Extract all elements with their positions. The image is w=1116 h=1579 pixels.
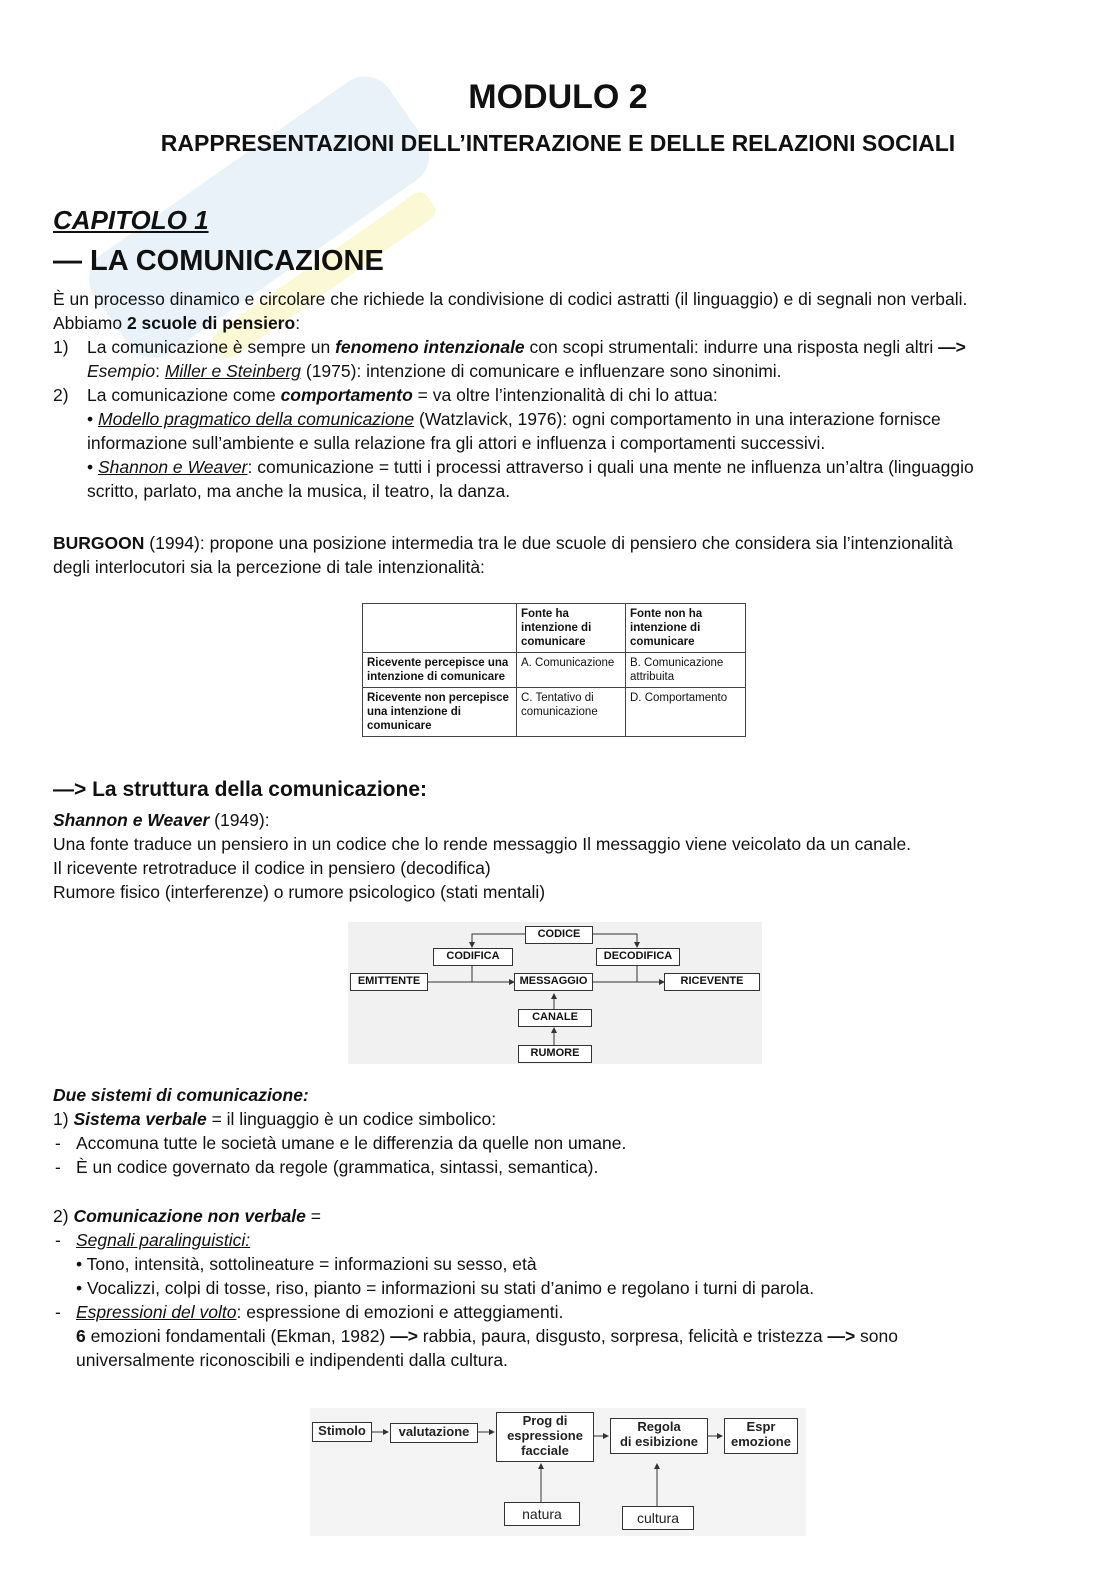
text: di esibizione [619,1434,698,1449]
term: comportamento [280,385,413,405]
table-row [363,653,746,688]
chapter-heading: — LA COMUNICAZIONE [53,245,384,277]
flow-espressione-emozione [724,1418,798,1454]
system-1 [53,1107,496,1132]
text: sono [855,1326,898,1346]
text: facciale [521,1443,569,1458]
diagram-canale: CANALE [518,1009,592,1027]
chapter-label: CAPITOLO 1 [53,205,209,235]
text: Regola [637,1419,681,1434]
text: (1994): propone una posizione intermedia tra le due scuole di pensiero che considera sia l’intenzionalità [144,533,953,553]
author-ref: Shannon e Weaver [98,457,248,477]
text: (1975): intenzione di comunicare e influenzare sono sinonimi. [301,361,782,381]
item-number: 2) [53,385,69,405]
communication-diagram [348,922,762,1064]
table-cell: B. Comunicazione attribuita [626,653,746,688]
text: 2) [53,1206,74,1226]
structure-line-3: Rumore fisico (interferenze) o rumore psicologico (stati mentali) [53,882,546,902]
intro-paragraph: È un processo dinamico e circolare che richiede la condivisione di codici astratti (il linguaggio) e di segnali non verbali. [53,289,968,309]
text: (Watzlavick, 1976): ogni comportamento in una interazione fornisce [414,409,941,429]
flow-valutazione: valutazione [390,1423,478,1443]
text: La comunicazione è sempre un [87,337,336,357]
text: rabbia, paura, disgusto, sorpresa, felicità e tristezza [417,1326,828,1346]
text: (1949): [209,810,270,830]
flow-natura: natura [504,1502,580,1526]
table-row [363,688,746,737]
bullet: • [87,457,98,477]
text: = il linguaggio è un codice simbolico: [206,1109,497,1129]
emotions-line-cont: universalmente riconoscibili e indipendenti dalla cultura. [76,1350,508,1370]
diagram-decodifica: DECODIFICA [596,948,680,966]
diagram-codifica: CODIFICA [433,948,513,966]
module-title: MODULO 2 [468,78,648,116]
structure-line-1: Una fonte traduce un pensiero in un codice che lo rende messaggio Il messaggio viene veicolato da un canale. [53,834,912,854]
systems-heading: Due sistemi di comunicazione: [53,1085,309,1105]
facial-expressions [76,1300,563,1325]
schools-count: 2 scuole di pensiero [126,313,296,333]
bullet-1 [87,407,941,432]
arrow: —> [938,337,966,357]
term: Espressioni del volto [76,1302,237,1322]
term: fenomeno intenzionale [335,337,525,357]
text: = [305,1206,321,1226]
diagram-messaggio: MESSAGGIO [514,973,593,991]
text: Espr [746,1419,776,1434]
model-ref: Modello pragmatico della comunicazione [98,409,415,429]
system-1-point-1: Accomuna tutte le società umane e le differenzia da quelle non umane. [76,1133,627,1153]
bullet-2-cont: scritto, parlato, ma anche la musica, il teatro, la danza. [87,481,511,501]
bullet-1-cont: informazione sull’ambiente e sulla relazione fra gli attori e influenza i comportamenti successivi. [87,433,826,453]
burgoon-line-2: degli interlocutori sia la percezione di tale intenzionalità: [53,557,485,577]
arrow: —> [390,1326,418,1346]
paralinguistic-title: Segnali paralinguistici: [76,1230,251,1250]
burgoon-table [362,603,746,737]
text: Prog di [522,1413,568,1428]
text: : espressione di emozioni e atteggiamenti. [236,1302,564,1322]
table-cell: C. Tentativo di comunicazione [517,688,626,737]
text: Abbiamo [53,313,127,333]
diagram-rumore: RUMORE [518,1045,592,1063]
flow-programma-espressione [496,1412,594,1462]
text: La comunicazione come [87,385,281,405]
text: 1) [53,1109,74,1129]
text: : comunicazione = tutti i processi attraverso i quali una mente ne influenza un’altra (linguaggio [247,457,974,477]
dash-bullet: - [55,1230,61,1250]
table-header: Fonte non ha intenzione di comunicare [626,604,746,653]
item-number: 1) [53,337,69,357]
module-subtitle: RAPPRESENTAZIONI DELL’INTERAZIONE E DELLE RELAZIONI SOCIALI [160,130,956,156]
burgoon-line-1 [53,531,953,556]
table-row-header: Ricevente non percepisce una intenzione di comunicare [363,688,517,737]
bullet-2 [87,455,974,480]
text: : [155,361,165,381]
structure-line-2: Il ricevente retrotraduce il codice in pensiero (decodifica) [53,858,491,878]
table-header: Fonte ha intenzione di comunicare [517,604,626,653]
structure-author [53,808,270,833]
flow-stimolo: Stimolo [312,1422,372,1442]
term: Sistema verbale [73,1109,207,1129]
text: emozione [731,1434,791,1449]
bullet: • [87,409,98,429]
emotion-flow-diagram [310,1408,806,1536]
paralinguistic-point-2: • Vocalizzi, colpi di tosse, riso, pianto = informazioni su stati d’animo e regolano i turni di parola. [76,1278,815,1298]
text: : [295,313,301,333]
term: Comunicazione non verbale [73,1206,306,1226]
schools-line [53,311,300,336]
author-ref: Miller e Steinberg [164,361,301,381]
author-ref: Shannon e Weaver [53,810,210,830]
count: 6 [76,1326,86,1346]
arrow: —> [827,1326,856,1346]
text: emozioni fondamentali (Ekman, 1982) [85,1326,391,1346]
author-name: BURGOON [53,533,145,553]
diagram-emittente: EMITTENTE [350,973,428,991]
example-label: Esempio [87,361,156,381]
table-row-header: Ricevente percepisce una intenzione di comunicare [363,653,517,688]
dash-bullet: - [55,1157,61,1177]
flow-regola-esibizione [610,1418,708,1454]
emotions-line [76,1324,898,1349]
diagram-ricevente: RICEVENTE [664,973,760,991]
diagram-codice: CODICE [525,926,593,944]
paralinguistic-point-1: • Tono, intensità, sottolineature = informazioni su sesso, età [76,1254,537,1274]
table-cell [363,604,517,653]
text: espressione [507,1428,583,1443]
table-cell: D. Comportamento [626,688,746,737]
text: = va oltre l’intenzionalità di chi lo attua: [412,385,718,405]
dash-bullet: - [55,1302,61,1322]
dash-bullet: - [55,1133,61,1153]
flow-cultura: cultura [622,1506,694,1530]
item-1-example [87,359,782,384]
table-row [363,604,746,653]
structure-heading: —> La struttura della comunicazione: [53,778,427,801]
item-2 [87,383,718,408]
system-2 [53,1204,321,1229]
item-1 [87,335,966,360]
text: con scopi strumentali: indurre una risposta negli altri [524,337,939,357]
table-cell: A. Comunicazione [517,653,626,688]
system-1-point-2: È un codice governato da regole (grammatica, sintassi, semantica). [76,1157,599,1177]
